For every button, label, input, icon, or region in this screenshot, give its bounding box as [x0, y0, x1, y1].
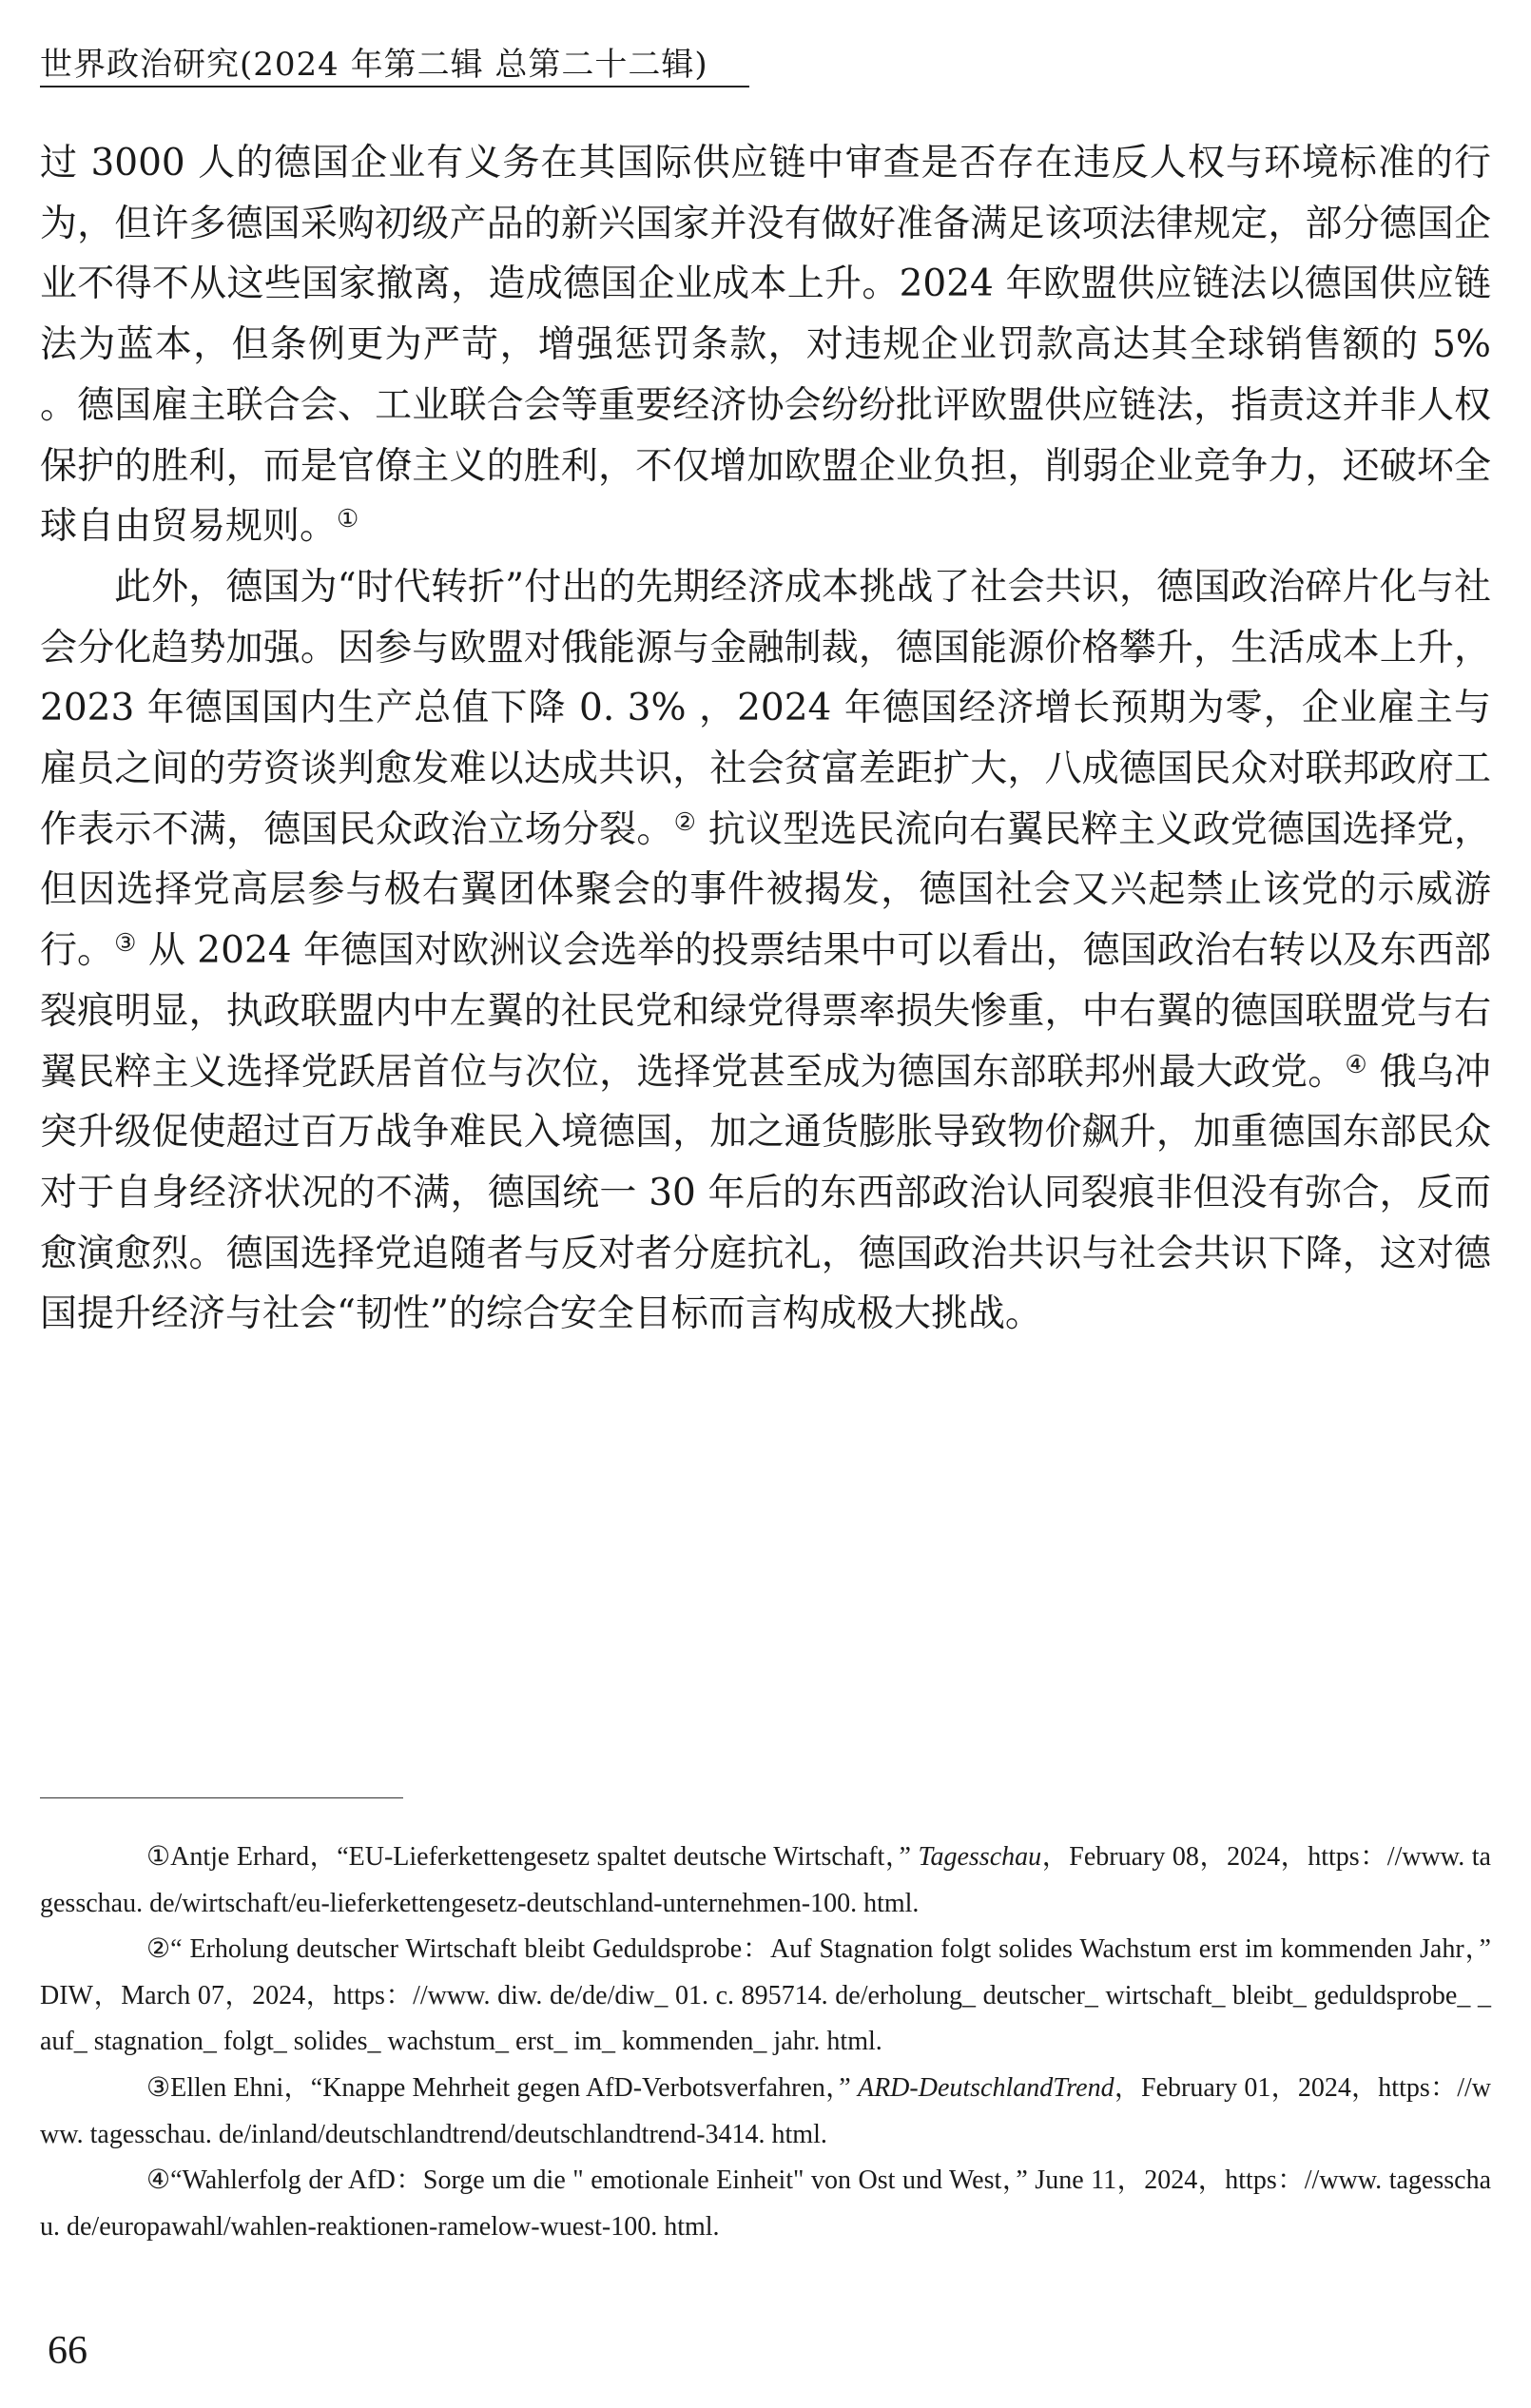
footnote-number: ①	[146, 1842, 171, 1872]
footnote-number: ③	[146, 2072, 171, 2103]
footnote-text: Ellen Ehni，“Knappe Mehrheit gegen AfD-Verbotsverfahren，”	[170, 2072, 858, 2103]
paragraph-text: 抗议型选民流向右翼民粹主义政党德国选择党，但因选择党高层参与极右翼团体聚会的事件被揭发，德国社会又兴起禁止该党的示威游行。	[40, 807, 1491, 973]
body-paragraph	[40, 557, 1491, 1345]
paragraph-text: 此外，德国为“时代转折”付出的先期经济成本挑战了社会共识，德国政治碎片化与社会分化趋势加强。因参与欧盟对俄能源与金融制裁，德国能源价格攀升，生活成本上升，2023 年德国国内生产总值下降 0. 3% ，2024 年德国经济增长预期为零，企业雇主与雇员之间的劳资谈判愈发难以达成共识，社会贫富差距扩大，八成德国民众对联邦政府工作表示不满，德国民众政治立场分裂。	[40, 565, 1491, 851]
footnote-text: ，February 08，2024，https：//www. tagesschau. de/wirtschaft/eu-lieferkettengesetz-deutschland-unternehmen-100. html.	[40, 1842, 1491, 1918]
article-body	[40, 133, 1491, 1345]
footnote-text: “ Erholung deutscher Wirtschaft bleibt Geduldsprobe：Auf Stagnation folgt solides Wachstum erst im kommenden Jahr，” DIW，March 07，2024，https：//www. diw. de/de/diw_ 01. c. 895714. de/erholung_ deutscher_ wirtschaft_ bleibt_ geduldsprobe_ _ auf_ stagnation_ folgt_ solides_ wachstum_ erst_ im_ kommenden_ jahr. html.	[40, 1934, 1491, 2057]
paragraph-text: 俄乌冲突升级促使超过百万战争难民入境德国，加之通货膨胀导致物价飙升，加重德国东部民众对于自身经济状况的不满，德国统一 30 年后的东西部政治认同裂痕非但没有弥合，反而愈演愈烈。德国选择党追随者与反对者分庭抗礼，德国政治共识与社会共识下降，这对德国提升经济与社会“韧性”的综合安全目标而言构成极大挑战。	[40, 1050, 1491, 1336]
footnote-item	[40, 1927, 1491, 2066]
running-header	[40, 36, 749, 87]
footnote-mark[interactable]: ④	[1345, 1050, 1367, 1079]
body-paragraph	[40, 133, 1491, 557]
footnote-item	[40, 1835, 1491, 1927]
footnote-divider	[40, 1797, 403, 1798]
page-number: 66	[48, 2329, 87, 2373]
footnote-source: ARD-DeutschlandTrend	[857, 2072, 1114, 2103]
footnote-mark[interactable]: ①	[337, 505, 359, 534]
footnote-text: “Wahlerfolg der AfD：Sorge um die " emotionale Einheit" von Ost und West，” June 11，2024，https：//www. tagesschau. de/europawahl/wahlen-reaktionen-ramelow-wuest-100. html.	[40, 2165, 1491, 2242]
footnote-text: ，February 01，2024，https：//www. tagesschau. de/inland/deutschlandtrend/deutschlandtrend-3414. html.	[40, 2072, 1491, 2149]
footnote-mark[interactable]: ②	[673, 807, 697, 837]
footnote-source: Tagesschau	[918, 1842, 1042, 1872]
footnote-item	[40, 2158, 1491, 2250]
footnote-text: Antje Erhard，“EU-Lieferkettengesetz spaltet deutsche Wirtschaft，”	[170, 1842, 919, 1872]
paragraph-text: 过 3000 人的德国企业有义务在其国际供应链中审查是否存在违反人权与环境标准的行为，但许多德国采购初级产品的新兴国家并没有做好准备满足该项法律规定，部分德国企业不得不从这些国家撤离，造成德国企业成本上升。2024 年欧盟供应链法以德国供应链法为蓝本，但条例更为严苛，增强惩罚条款，对违规企业罚款高达其全球销售额的 5% 。德国雇主联合会、工业联合会等重要经济协会纷纷批评欧盟供应链法，指责这并非人权保护的胜利，而是官僚主义的胜利，不仅增加欧盟企业负担，削弱企业竞争力，还破坏全球自由贸易规则。	[40, 142, 1492, 549]
footnote-item	[40, 2066, 1491, 2158]
footnote-number: ④	[146, 2165, 171, 2196]
footnote-number: ②	[146, 1934, 171, 1965]
footnote-mark[interactable]: ③	[114, 929, 137, 959]
running-title: 世界政治研究(2024 年第二辑 总第二十二辑)	[40, 46, 708, 84]
paragraph-text: 从 2024 年德国对欧洲议会选举的投票结果中可以看出，德国政治右转以及东西部裂痕明显，执政联盟内中左翼的社民党和绿党得票率损失惨重，中右翼的德国联盟党与右翼民粹主义选择党跃居首位与次位，选择党甚至成为德国东部联邦州最大政党。	[40, 929, 1491, 1094]
footnotes	[40, 1835, 1491, 2250]
